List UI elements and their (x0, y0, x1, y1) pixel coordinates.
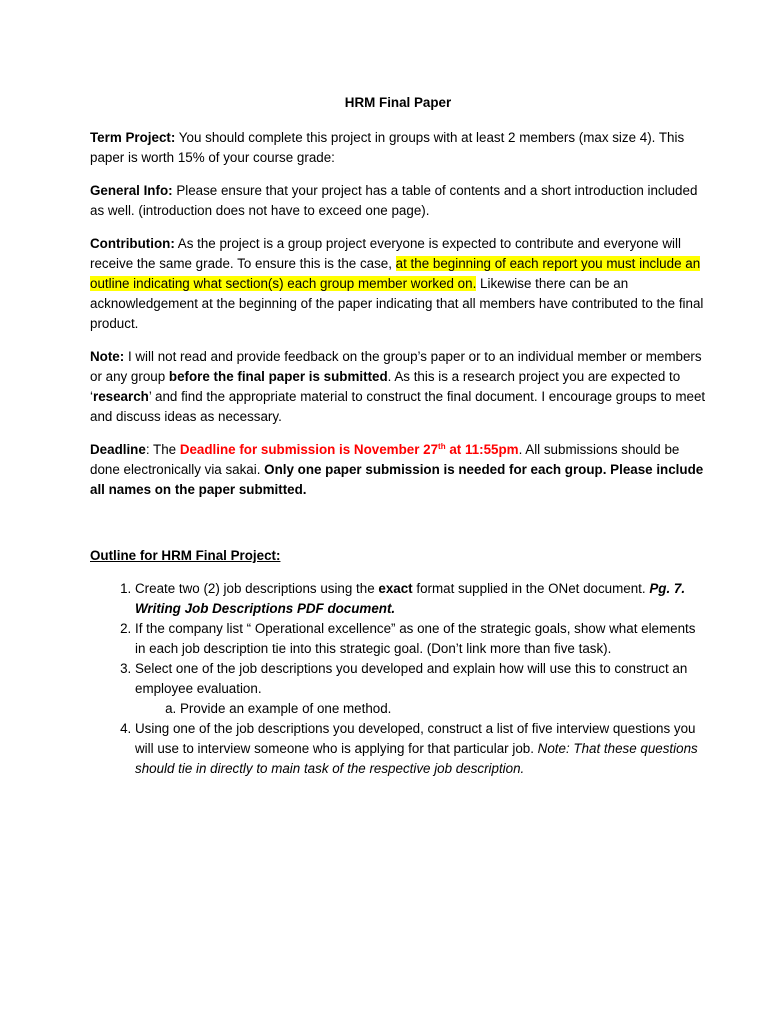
general-info-label: General Info: (90, 183, 173, 198)
note-text-2: . As this is a research project you are expected to ‘ (90, 369, 681, 404)
note-bold-1: before the final paper is submitted (168, 369, 388, 384)
deadline-time-red: at 11:55pm (445, 442, 519, 457)
outline-item-4-text: Using one of the job descriptions you developed, construct a list of five interview questions you will use to interview someone who is applying for that particular job. (135, 721, 696, 756)
term-project-paragraph (90, 128, 708, 168)
contribution-highlighted-text: at the beginning of each report you must include an outline indicating what section(s) each group member worked on. (90, 256, 701, 291)
deadline-date-red-1: Deadline for submission is November 27 (179, 442, 439, 457)
term-project-label: Term Project: (90, 130, 176, 145)
outline-item-3-sublist (135, 699, 708, 719)
general-info-text: Please ensure that your project has a table of contents and a short introduction included as well. (introduction does not have to exceed one page). (90, 183, 698, 218)
deadline-text-2: . All submissions should be done electronically via sakai. (90, 442, 680, 477)
note-text-3: ’ and find the appropriate material to construct the final document. I encourage groups to meet and discuss ideas as necessary. (90, 389, 706, 424)
deadline-paragraph (90, 440, 708, 500)
note-paragraph (90, 347, 708, 427)
outline-item-2 (135, 619, 708, 659)
outline-item-1-bold: exact (378, 581, 413, 596)
deadline-text-1: : The (145, 442, 180, 457)
deadline-label: Deadline (90, 442, 146, 457)
contribution-text-before: As the project is a group project everyone is expected to contribute and everyone will receive the same grade. To ensure this is the case, (90, 236, 681, 271)
outline-item-4-note: Note: That these questions should tie in directly to main task of the respective job description. (135, 741, 698, 776)
deadline-date-superscript: th (438, 442, 446, 451)
outline-heading: Outline for HRM Final Project: (90, 548, 281, 563)
contribution-text-after: Likewise there can be an acknowledgement at the beginning of the paper indicating that all members have contributed to the final product. (90, 276, 704, 331)
general-info-paragraph (90, 181, 708, 221)
outline-item-3-text: Select one of the job descriptions you developed and explain how will use this to construct an employee evaluation. (135, 661, 688, 696)
note-label: Note: (90, 349, 125, 364)
term-project-text: You should complete this project in groups with at least 2 members (max size 4). This paper is worth 15% of your course grade: (90, 130, 685, 165)
note-text-1: I will not read and provide feedback on the group’s paper or to an individual member or members or any group (90, 349, 702, 384)
outline-item-2-text: If the company list “ Operational excellence” as one of the strategic goals, show what elements in each job description tie into this strategic goal. (Don’t link more than five task). (135, 621, 696, 656)
contribution-label: Contribution: (90, 236, 175, 251)
contribution-paragraph (90, 234, 708, 334)
outline-item-3a: a. Provide an example of one method. (180, 699, 708, 719)
outline-item-4 (135, 719, 708, 779)
deadline-bold-instruction: Only one paper submission is needed for each group. Please include all names on the paper submitted. (90, 462, 704, 497)
outline-item-1-text-2: format supplied in the ONet document. (412, 581, 650, 596)
note-bold-2: research (92, 389, 149, 404)
outline-item-3 (135, 659, 708, 719)
outline-item-1-reference: Pg. 7. Writing Job Descriptions PDF document. (135, 581, 686, 616)
outline-item-1-text-1: Create two (2) job descriptions using the (135, 581, 379, 596)
outline-list (90, 579, 708, 779)
outline-item-1 (135, 579, 708, 619)
section-spacer (90, 513, 708, 546)
page-title: HRM Final Paper (344, 95, 452, 110)
